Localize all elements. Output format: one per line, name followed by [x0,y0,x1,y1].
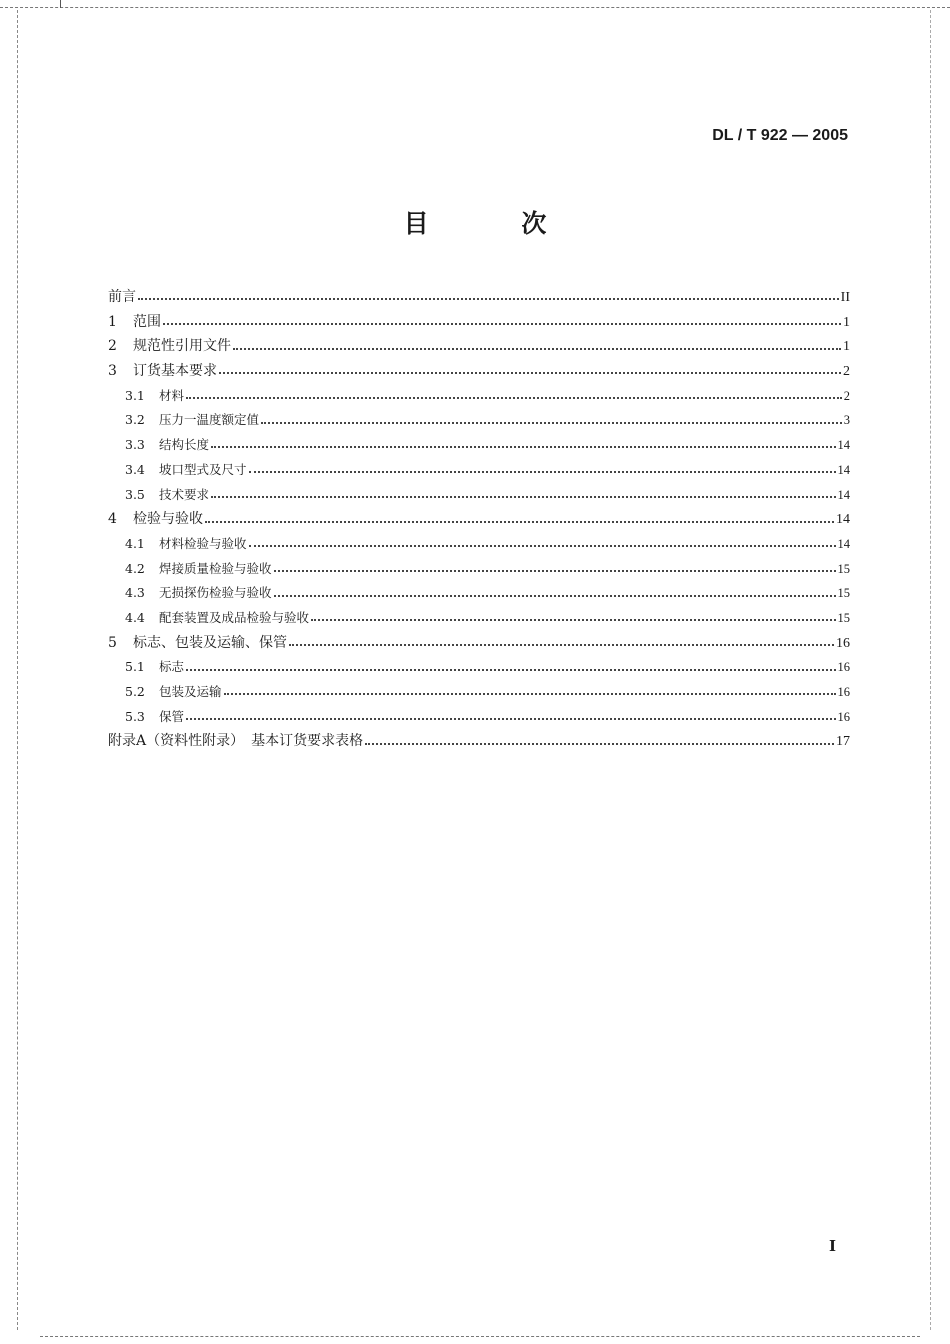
toc-entry-label: 前言 [108,289,136,305]
dot-leader [186,669,835,671]
toc-entry-number: 5.1 [125,659,145,675]
toc-entry[interactable] [108,285,850,310]
toc-entry[interactable] [108,483,850,508]
dot-leader [186,397,842,399]
toc-entry[interactable] [108,458,850,483]
toc-entry-number: 3.1 [125,387,145,403]
scan-mark [60,0,61,8]
document-id: DL / T 922 — 2005 [712,127,848,144]
dot-leader [163,323,841,325]
toc-entry-page: 17 [836,734,850,750]
toc-entry-label: 标志、包装及运输、保管 [133,634,287,651]
toc-entry-label: 配套装置及成品检验与验收 [159,609,310,625]
toc-entry-number: 2 [108,338,117,355]
toc-entry-page: 14 [837,438,850,453]
toc-entry[interactable] [108,334,850,359]
dot-leader [224,693,836,695]
toc-entry[interactable] [108,606,850,631]
toc-entry[interactable] [108,310,850,335]
toc-entry-page: 16 [837,660,850,675]
table-of-contents [108,285,850,754]
toc-entry[interactable] [108,729,850,754]
toc-entry-number: 1 [108,313,117,330]
page-title: 目 次 [403,209,589,238]
toc-entry-label: 结构长度 [159,437,210,453]
toc-entry-page: II [840,290,850,305]
toc-entry[interactable] [108,631,850,656]
toc-entry-page: 15 [837,610,850,625]
toc-entry[interactable] [108,433,850,458]
toc-entry[interactable] [108,705,850,730]
toc-entry-number: 3.2 [125,412,145,428]
toc-entry-number: 4 [108,511,117,528]
toc-entry[interactable] [108,408,850,433]
toc-entry-label: 范围 [133,313,161,330]
toc-entry-label: 包装及运输 [159,684,222,699]
toc-entry[interactable] [108,359,850,384]
dot-leader [211,446,835,448]
scan-edge-top [0,7,950,8]
toc-entry-number: 4.3 [125,585,145,601]
toc-entry-label: 检验与验收 [133,511,203,528]
toc-entry-label: 焊接质量检验与验收 [159,560,272,576]
dot-leader [289,644,834,646]
toc-entry-page: 3 [843,413,850,428]
toc-entry-label: 订货基本要求 [133,363,217,380]
toc-entry[interactable] [108,384,850,409]
toc-entry-number: 5.3 [125,708,145,724]
toc-entry-page: 1 [843,314,850,330]
dot-leader [205,521,834,523]
toc-entry-number: 4.2 [125,560,145,576]
toc-entry-label: 规范性引用文件 [133,338,231,355]
toc-entry-page: 1 [843,339,850,355]
dot-leader [186,718,835,720]
dot-leader [138,298,839,300]
toc-entry-number: 3.3 [125,437,145,453]
toc-entry-number: 5 [108,634,117,651]
toc-entry-page: 15 [837,561,850,576]
toc-entry-label: 标志 [159,659,185,675]
toc-entry[interactable] [108,557,850,582]
toc-entry-number: 4.4 [125,609,145,625]
toc-entry-page: 16 [837,685,850,699]
toc-entry-page: 2 [843,388,850,403]
toc-entry-label: 材料 [159,387,185,403]
dot-leader [249,545,836,547]
toc-entry-page: 15 [837,586,850,601]
toc-entry-label: 技术要求 [159,486,210,502]
page-number: I [828,1237,836,1255]
toc-entry-page: 14 [837,487,850,502]
toc-entry-page: 14 [837,536,850,551]
toc-entry-label: 保管 [159,708,185,724]
toc-entry-label: 压力一温度额定值 [159,412,260,428]
toc-entry-label: 无损探伤检验与验收 [159,585,272,601]
dot-leader [249,471,836,473]
dot-leader [261,422,842,424]
toc-entry[interactable] [108,655,850,680]
dot-leader [274,570,836,572]
toc-entry-label: 材料检验与验收 [159,535,247,551]
toc-entry-page: 16 [836,635,850,651]
toc-entry-label: 附录A（资料性附录） 基本订货要求表格 [108,733,364,750]
toc-entry-page: 14 [836,512,850,528]
dot-leader [365,743,834,745]
dot-leader [233,348,841,350]
toc-entry[interactable] [108,581,850,606]
toc-entry[interactable] [108,507,850,532]
toc-entry-number: 5.2 [125,684,145,699]
toc-entry-number: 3.4 [125,461,145,477]
dot-leader [311,619,835,621]
toc-entry-page: 2 [843,364,850,380]
toc-entry-page: 14 [837,462,850,477]
toc-entry-number: 3 [108,363,117,380]
toc-entry-number: 4.1 [125,535,145,551]
toc-entry[interactable] [108,680,850,705]
dot-leader [211,496,835,498]
toc-entry-page: 16 [837,709,850,724]
toc-entry-label: 坡口型式及尺寸 [159,461,247,477]
dot-leader [219,372,841,374]
toc-entry-number: 3.5 [125,486,145,502]
scan-edge-bottom [40,1336,920,1337]
dot-leader [274,595,836,597]
toc-entry[interactable] [108,532,850,557]
